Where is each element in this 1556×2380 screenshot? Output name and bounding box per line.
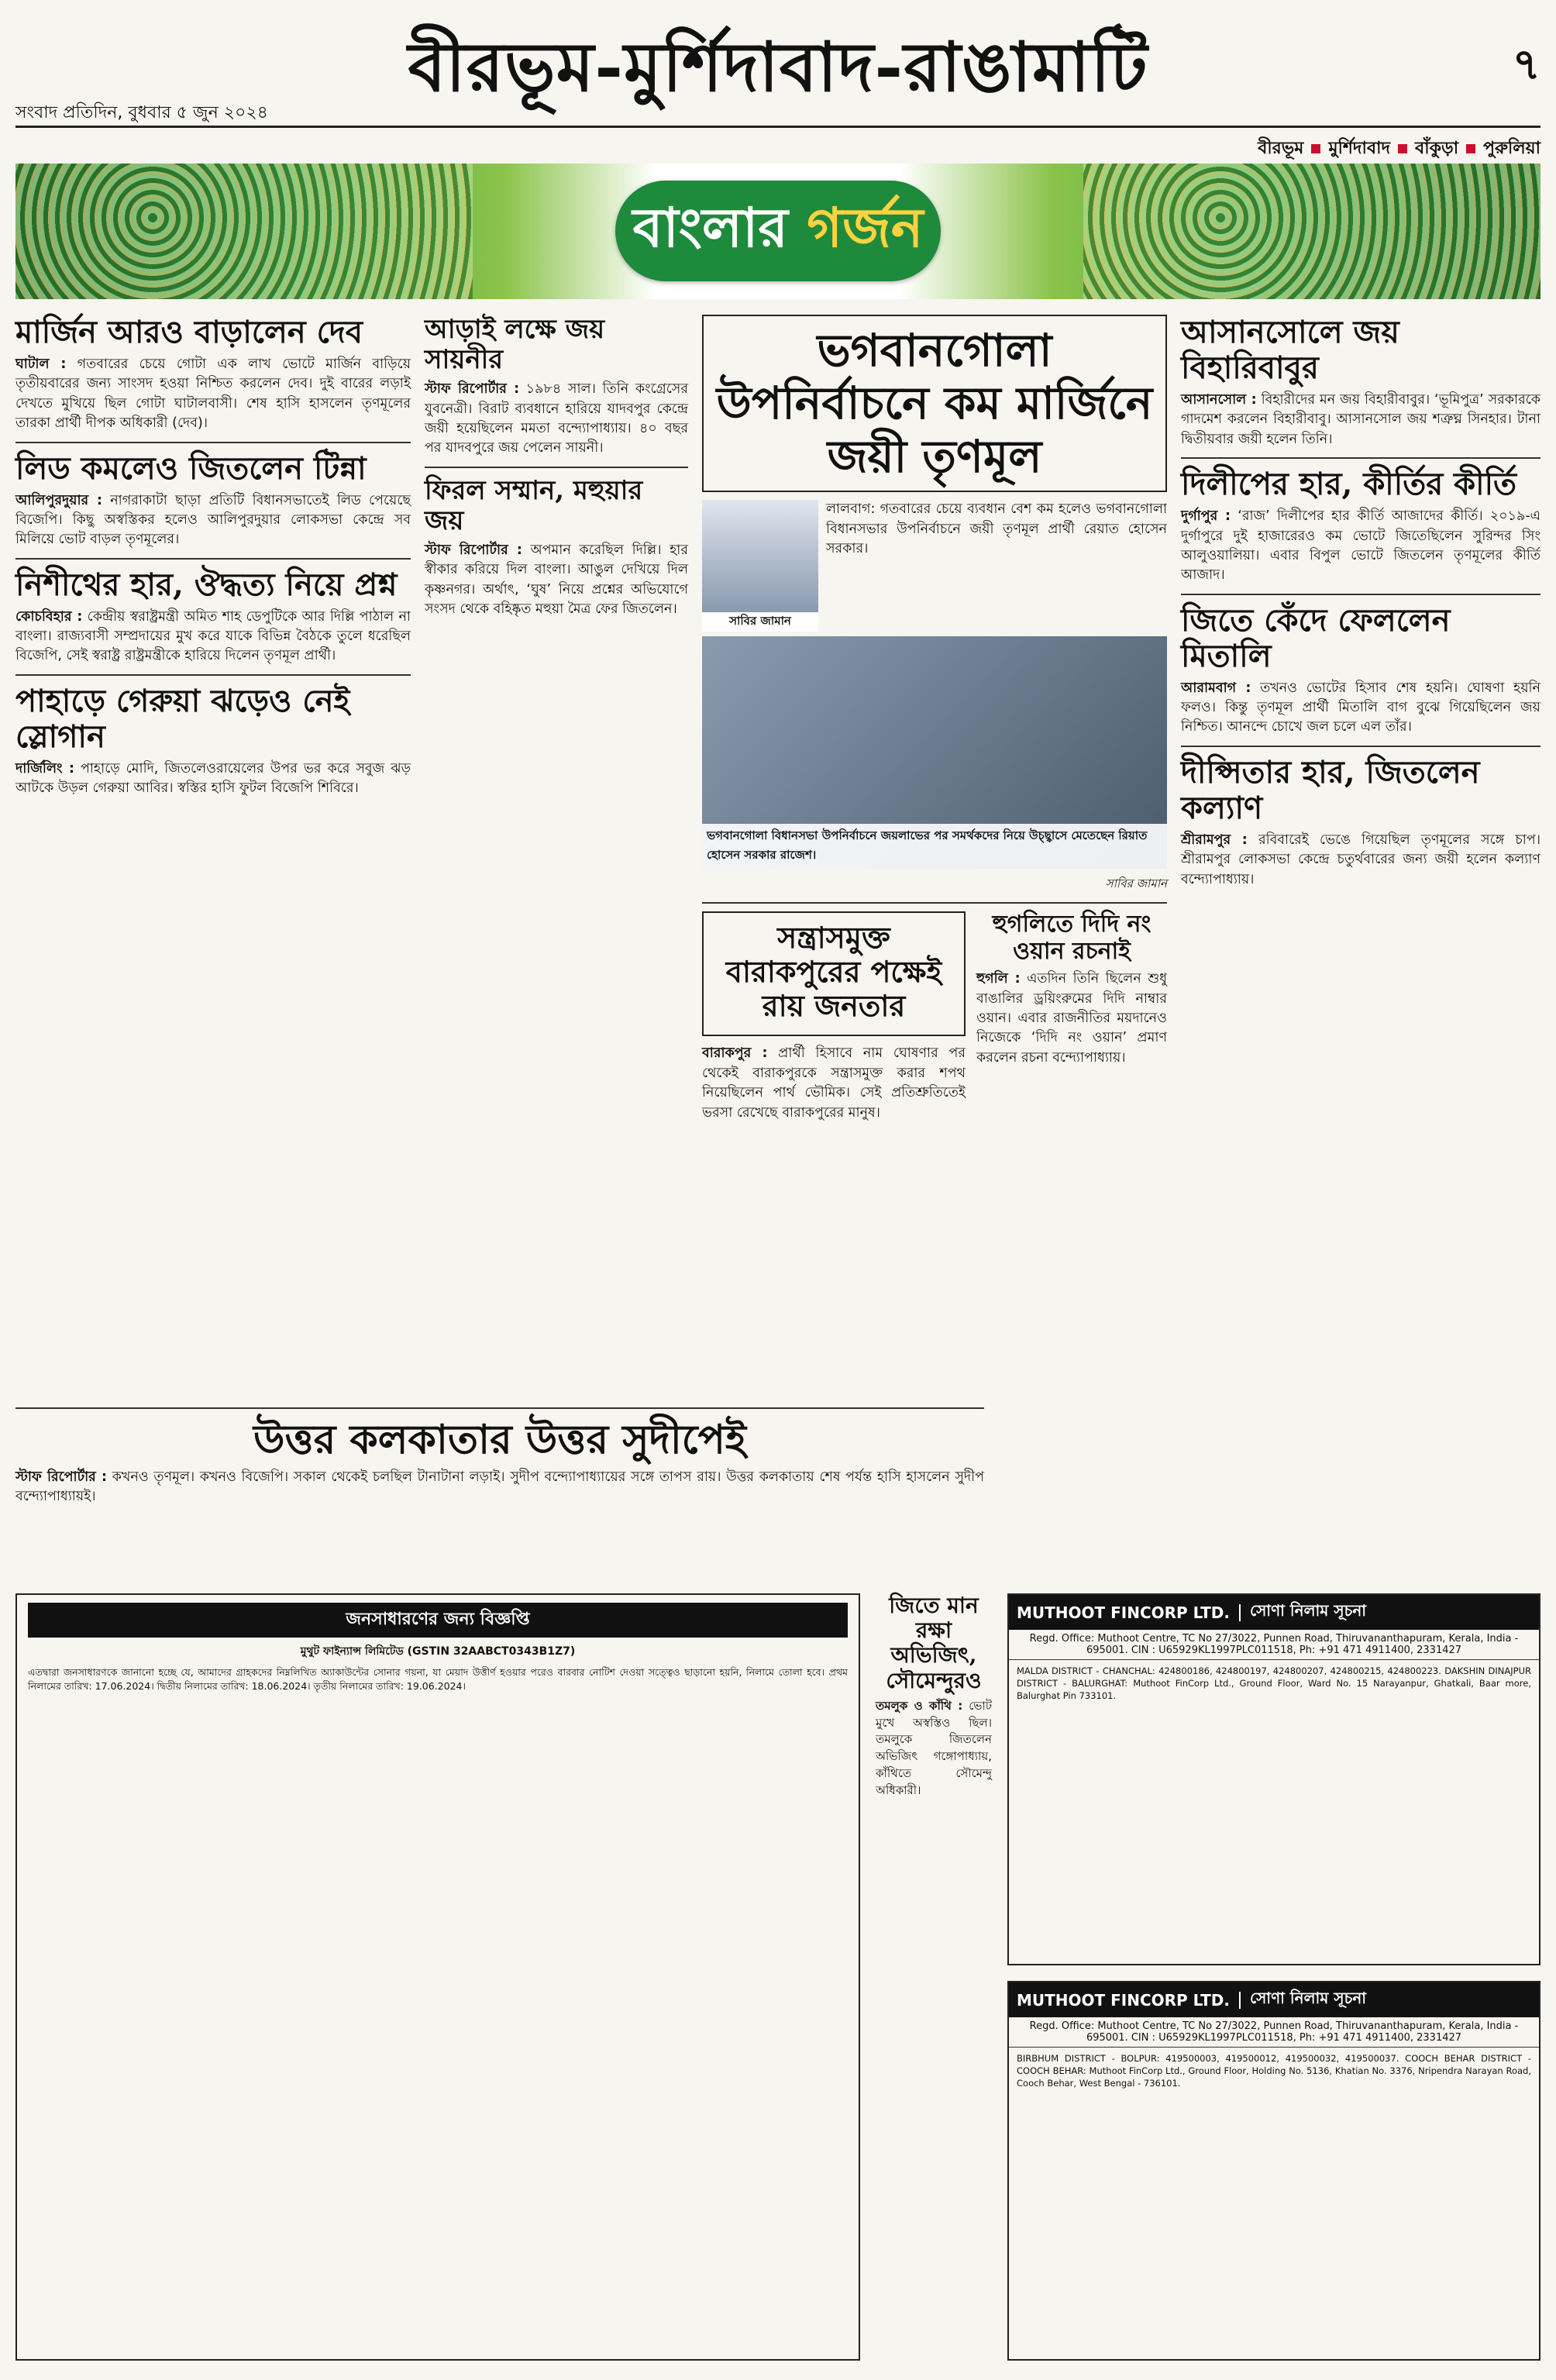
body-saumendu bbox=[876, 1698, 992, 1800]
banner-title-a: বাংলার bbox=[632, 195, 788, 260]
company-address: Regd. Office: Muthoot Centre, TC No 27/3022, Punnen Road, Thiruvananthapuram, Kerala, India - 695001. CIN : U65929KL1997PLC011518, Ph: +91 471 4911400, 2331427 bbox=[1009, 1630, 1539, 1660]
text-sudip: কখনও তৃণমূল। কখনও বিজেপি। সকাল থেকেই চলছিল টানাটানা লড়াই। সুদীপ বন্দ্যোপাধ্যায়ের সঙ্গে তাপস রায়। উত্তর কলকাতায় শেষ পর্যন্ত হাসি হাসলেন সুদীপ বন্দ্যোপাধ্যায়ই। bbox=[15, 1469, 984, 1505]
headline-dev: মার্জিন আরও বাড়ালেন দেব bbox=[15, 314, 363, 350]
separator bbox=[1239, 1604, 1241, 1621]
story-darjeeling bbox=[15, 684, 411, 799]
column-1 bbox=[15, 315, 411, 807]
headline-saumendu: জিতে মান রক্ষা অভিজিৎ, সৌমেন্দুরও bbox=[886, 1593, 982, 1693]
dateline-kalyan: শ্রীরামপুর : bbox=[1181, 832, 1248, 848]
text-rachna: এতদিন তিনি ছিলেন শুধু বাঙালির ড্রয়িংরুমের দিদি নাম্বার ওয়ান। এবার রাজনীতির ময়দানেও নিজেকে ‘দিদি নং ওয়ান’ প্রমাণ করলেন রচনা বন্দ্যোপাধ্যায়। bbox=[976, 971, 1167, 1066]
headline-sayani: আড়াই লক্ষে জয় সায়নীর bbox=[425, 314, 605, 376]
auction-title: সোণা নিলাম সূচনা bbox=[1249, 1989, 1367, 2007]
auction-body: MALDA DISTRICT - CHANCHAL: 424800186, 424800197, 424800207, 424800215, 424800223. DAKSHIN DINAJPUR DISTRICT - BALURGHAT: Muthoot FinCorp Ltd., Ground Floor, Ward No. 15 Narayanpur, Ghatkali, Baar more, Balurghat Pin 733101. bbox=[1017, 1665, 1531, 1702]
notice-body: এতদ্বারা জনসাধারণকে জানানো হচ্ছে যে, আমাদের গ্রাহকদের নিম্নলিখিত অ্যাকাউন্টের সোনার গয়না, যা মেয়াদ উত্তীর্ণ হওয়ার পরেও বারবার নোটিশ দেওয়া সত্ত্বেও ছাড়ানো হয়নি, নিলামে তোলা হবে। প্রথম নিলামের তারিখ: 17.06.2024। দ্বিতীয় নিলামের তারিখ: 18.06.2024। তৃতীয় নিলামের তারিখ: 19.06.2024। bbox=[28, 1666, 848, 1693]
bhagabangola-content bbox=[702, 500, 1167, 636]
headline-nishith: নিশীথের হার, ঔদ্ধত্য নিয়ে প্রশ্ন bbox=[15, 566, 398, 603]
text-saumendu: ভোট মুখে অস্বস্তিও ছিল। তমলুকে জিতলেন অভিজিৎ গঙ্গোপাধ্যায়, কাঁথিতে সৌমেন্দু অধিকারী। bbox=[876, 1698, 992, 1797]
headline-tinna: লিড কমলেও জিতলেন টিন্না bbox=[15, 449, 367, 487]
page-number: ৭ bbox=[1512, 40, 1541, 90]
body-kalyan bbox=[1181, 831, 1541, 890]
body-mitali bbox=[1181, 679, 1541, 738]
masthead-title: বীরভূম-মুর্শিদাবাদ-রাঙামাটি bbox=[408, 26, 1148, 107]
auction-title: সোণা নিলাম সূচনা bbox=[1249, 1601, 1367, 1620]
body-bhagabangola: লালবাগ: গতবারের চেয়ে ব্যবধান বেশ কম হলেও ভগবানগোলা বিধানসভার উপনির্বাচনে জয়ী তৃণমূল প্রার্থী রেয়াত হোসেন সরকার। bbox=[826, 501, 1167, 557]
story-bhagabangola bbox=[702, 315, 1167, 492]
story-kalyan bbox=[1181, 755, 1541, 890]
banner-badge bbox=[615, 181, 941, 281]
body-sayani bbox=[425, 380, 688, 459]
divider bbox=[1181, 746, 1541, 747]
headline-dilip: দিলীপের হার, কীর্তির কীর্তি bbox=[1181, 466, 1517, 503]
headline-sudip: উত্তর কলকাতার উত্তর সুদীপেই bbox=[253, 1416, 746, 1463]
story-asansol bbox=[1181, 315, 1541, 449]
dateline-sudip: স্টাফ রিপোর্টার : bbox=[15, 1469, 107, 1485]
portrait-caption: সাবির জামান bbox=[702, 612, 818, 632]
divider bbox=[1181, 594, 1541, 595]
story-saumendu bbox=[876, 1593, 992, 1807]
photo-caption: ভগবানগোলা বিধানসভা উপনির্বাচনে জয়লাভের পর সমর্থকদের নিয়ে উচ্ছ্বাসে মেতেছেন রিয়াত হোসেন সরকার রাজেশ। bbox=[702, 824, 1167, 869]
dateline-sayani: স্টাফ রিপোর্টার : bbox=[425, 381, 520, 398]
body-tinna bbox=[15, 491, 411, 550]
story-dev bbox=[15, 315, 411, 434]
text-dev: গতবারের চেয়ে গোটা এক লাখ ভোটে মার্জিন বাড়িয়ে তৃতীয়বারের জন্য সাংসদ হওয়া নিশ্চিত করলেন দেব। দুই বারের লড়াই দেখতে মুখিয়ে ছিল গোটা ঘাটালবাসী। শেষ হাসি হাসলেন তৃণমূলের তারকা প্রার্থী দীপক অধিকারী (দেব)। bbox=[15, 356, 411, 432]
divider bbox=[15, 674, 411, 676]
story-tinna bbox=[15, 451, 411, 550]
public-notice bbox=[15, 1593, 860, 2361]
story-sudip bbox=[15, 1407, 984, 1515]
company-name: MUTHOOT FINCORP LTD. bbox=[1017, 1990, 1230, 2010]
divider bbox=[15, 558, 411, 560]
body-darjeeling bbox=[15, 759, 411, 799]
notice-subtitle: মুথুট ফাইন্যান্স লিমিটেড (GSTIN 32AABCT0343B1Z7) bbox=[300, 1645, 576, 1658]
column-4 bbox=[1181, 315, 1541, 897]
column-3 bbox=[702, 315, 1167, 1131]
body-dilip bbox=[1181, 507, 1541, 586]
banner-title-b: গর্জন bbox=[807, 195, 924, 260]
dateline-dev: ঘাটাল : bbox=[15, 356, 67, 372]
body-rachna bbox=[976, 970, 1167, 1068]
separator bbox=[1239, 1992, 1241, 2009]
story-barrackpore bbox=[702, 911, 966, 1131]
district-birbhum: বীরভূম bbox=[1258, 139, 1304, 158]
headline-mitali: জিতে কেঁদে ফেললেন মিতালি bbox=[1181, 601, 1451, 674]
banner-title bbox=[632, 186, 923, 277]
body-nishith bbox=[15, 608, 411, 666]
divider bbox=[15, 1407, 984, 1409]
portrait-photo bbox=[702, 500, 818, 632]
story-dilip bbox=[1181, 467, 1541, 586]
text-mahua: অপমান করেছিল দিল্লি। হার স্বীকার করিয়ে দিল বাংলা। আঙুল দেখিয়ে দিল কৃষ্ণনগর। অর্থাৎ, ‘ঘুষ’ নিয়ে প্রশ্নের অভিযোগে সংসদ থেকে বহিষ্কৃত মহুয়া মৈত্র ফের জিতলেন। bbox=[425, 542, 688, 617]
barrackpore-headline-box bbox=[702, 911, 966, 1036]
text-asansol: বিহারীদের মন জয় বিহারীবাবুর। ‘ভূমিপুত্র’ সরকারকে গাদমেশ করলেন বিহারীবাবু। আসানসোল জয় শত্রুঘ্ন সিনহার। টানা দ্বিতীয়বার জয়ী হলেন তিনি। bbox=[1181, 392, 1541, 447]
square-bullet-icon bbox=[1398, 144, 1407, 153]
dateline-darjeeling: দার্জিলিং : bbox=[15, 760, 74, 777]
headline-asansol: আসানসোলে জয় বিহারিবাবুর bbox=[1181, 314, 1399, 386]
dateline-saumendu: তমলুক ও কাঁথি : bbox=[876, 1698, 963, 1713]
body-mahua bbox=[425, 541, 688, 620]
text-mitali: তখনও ভোটের হিসাব শেষ হয়নি। ঘোষণা হয়নি ফলও। কিন্তু তৃণমূল প্রার্থী মিতালি বাগ বুঝে গিয়েছিলেন জয় নিশ্চিত। আনন্দে চোখে জল চলে এল তাঁর। bbox=[1181, 680, 1541, 735]
divider bbox=[702, 902, 1167, 904]
divider bbox=[425, 467, 688, 468]
byline: সাবির জামান bbox=[1105, 877, 1167, 891]
divider bbox=[1181, 457, 1541, 459]
auction-header bbox=[1009, 1595, 1539, 1630]
story-nishith bbox=[15, 567, 411, 666]
dateline-rachna: হুগলি : bbox=[976, 971, 1021, 987]
dateline-asansol: আসানসোল : bbox=[1181, 392, 1257, 408]
dateline-nishith: কোচবিহার : bbox=[15, 608, 83, 625]
headline-barrackpore: সন্ত্রাসমুক্ত বারাকপুরের পক্ষেই রায় জনতার bbox=[725, 920, 942, 1023]
dateline-barrackpore: বারাকপুর : bbox=[702, 1045, 768, 1062]
dateline-mahua: স্টাফ রিপোর্টার : bbox=[425, 542, 522, 558]
masthead bbox=[15, 12, 1541, 158]
story-sayani bbox=[425, 315, 688, 459]
company-name: MUTHOOT FINCORP LTD. bbox=[1017, 1603, 1230, 1622]
body-barrackpore bbox=[702, 1044, 966, 1123]
notice-title: জনসাধারণের জন্য বিজ্ঞপ্তি bbox=[28, 1603, 848, 1638]
column-2 bbox=[425, 315, 688, 627]
body-asansol bbox=[1181, 391, 1541, 449]
square-bullet-icon bbox=[1466, 144, 1475, 153]
dateline-tinna: আলিপুরদুয়ার : bbox=[15, 492, 102, 508]
banner-crowd-image-left bbox=[15, 164, 473, 299]
text-sayani: ১৯৮৪ সাল। তিনি কংগ্রেসের যুবনেত্রী। বিরাট ব্যবধানে হারিয়ে যাদবপুর কেন্দ্রে জয়ী হয়েছিলেন মমতা বন্দ্যোপাধ্যায়। ৪০ বছর পর যাদবপুরে জয় পেলেন সায়নী। bbox=[425, 381, 688, 456]
text-nishith: কেন্দ্রীয় স্বরাষ্ট্রমন্ত্রী অমিত শাহ ডেপুটিকে আর দিল্লি পাঠাল না বাংলা। রাজ্যবাসী সম্প্রদায়ের মুখ করে যাকে বিভিন্ন বৈঠকে তুলে ধরেছিল বিজেপি, সেই স্বরাষ্ট্র রাষ্ট্রমন্ত্রীকে হারিয়ে দিলেন তৃণমূল প্রার্থী। bbox=[15, 608, 411, 664]
story-rachna bbox=[976, 911, 1167, 1131]
dateline-dilip: দুর্গাপুর : bbox=[1181, 508, 1231, 525]
headline-bhagabangola: ভগবানগোলা উপনির্বাচনে কম মার্জিনে জয়ী তৃণমূল bbox=[716, 324, 1153, 483]
company-address: Regd. Office: Muthoot Centre, TC No 27/3022, Punnen Road, Thiruvananthapuram, Kerala, India - 695001. CIN : U65929KL1997PLC011518, Ph: +91 471 4911400, 2331427 bbox=[1009, 2017, 1539, 2048]
text-darjeeling: পাহাড়ে মোদি, জিতলেওরায়েলের উপর ভর করে সবুজ ঝড় আটকে উড়ল গেরুয়া আবির। স্বস্তির হাসি ফুটল বিজেপি শিবিরে। bbox=[15, 760, 411, 797]
story-mitali bbox=[1181, 603, 1541, 738]
banner bbox=[15, 164, 1541, 299]
masthead-date: সংবাদ প্রতিদিন, বুধবার ৫ জুন ২০২৪ bbox=[15, 103, 268, 122]
dateline-mitali: আরামবাগ : bbox=[1181, 680, 1251, 696]
text-dilip: ‘রাজ’ দিলীপের হার কীর্তি আজাদের কীর্তি। ২০১৯-এ দুর্গাপুরে দুই হাজারেরও কম ভোটে জিতেছিলেন সুরিন্দর সিং আলুওয়ালিয়া। এবার বিপুল ভোটে জিতলেন তৃণমূলের কীর্তি আজাদ। bbox=[1181, 508, 1541, 584]
auction-header bbox=[1009, 1982, 1539, 2017]
body-sudip bbox=[15, 1468, 984, 1507]
body-dev bbox=[15, 355, 411, 434]
auction-notice-1 bbox=[1007, 1593, 1541, 1965]
newspaper-page bbox=[15, 12, 1541, 2368]
auction-notice-2 bbox=[1007, 1981, 1541, 2361]
headline-darjeeling: পাহাড়ে গেরুয়া ঝড়েও নেই স্লোগান bbox=[15, 682, 350, 755]
text-barrackpore: প্রার্থী হিসাবে নাম ঘোষণার পর থেকেই বারাকপুরকে সন্ত্রাসমুক্ত করার শপথ নিয়েছিলেন পার্থ ভৌমিক। সেই প্রতিশ্রুতিতেই ভরসা রেখেছে বারাকপুরের মানুষ। bbox=[702, 1045, 966, 1121]
text-tinna: নাগরাকাটা ছাড়া প্রতিটি বিধানসভাতেই লিড পেয়েছে বিজেপি। কিছু অস্বস্তিকর হলেও আলিপুরদুয়ার লোকসভা কেন্দ্রে সব মিলিয়ে ভোট বাড়ল তৃণমূলের। bbox=[15, 492, 411, 548]
district-bankura: বাঁকুড়া bbox=[1415, 139, 1459, 158]
headline-kalyan: দীপ্সিতার হার, জিতলেন কল্যাণ bbox=[1181, 753, 1480, 826]
district-murshidabad: মুর্শিদাবাদ bbox=[1328, 139, 1391, 158]
banner-crowd-image-right bbox=[1083, 164, 1541, 299]
headline-mahua: ফিরল সম্মান, মহুয়ার জয় bbox=[425, 474, 643, 536]
auction-body: BIRBHUM DISTRICT - BOLPUR: 419500003, 419500012, 419500032, 419500037. COOCH BEHAR DISTRICT - COOCH BEHAR: Muthoot FinCorp Ltd., Ground Floor, Holding No. 5136, Khatian No. 3376, Nripendra Narayan Road, Cooch Behar, West Bengal - 736101. bbox=[1017, 2053, 1531, 2089]
text-kalyan: রবিবারেই ভেঙে গিয়েছিল তৃণমূলের সঙ্গে চাপ। শ্রীরামপুর লোকসভা কেন্দ্রে চতুর্থবারের জন্য জয়ী হলেন কল্যাণ বন্দ্যোপাধ্যায়। bbox=[1181, 832, 1541, 887]
district-purulia: পুরুলিয়া bbox=[1483, 139, 1541, 158]
masthead-rule bbox=[15, 126, 1541, 128]
headline-rachna: হুগলিতে দিদি নং ওয়ান রচনাই bbox=[992, 911, 1152, 965]
divider bbox=[15, 442, 411, 443]
story-mahua bbox=[425, 476, 688, 620]
square-bullet-icon bbox=[1311, 144, 1320, 153]
district-list bbox=[1258, 135, 1541, 164]
victory-photo bbox=[702, 636, 1167, 869]
column-3-lower bbox=[702, 911, 1167, 1131]
